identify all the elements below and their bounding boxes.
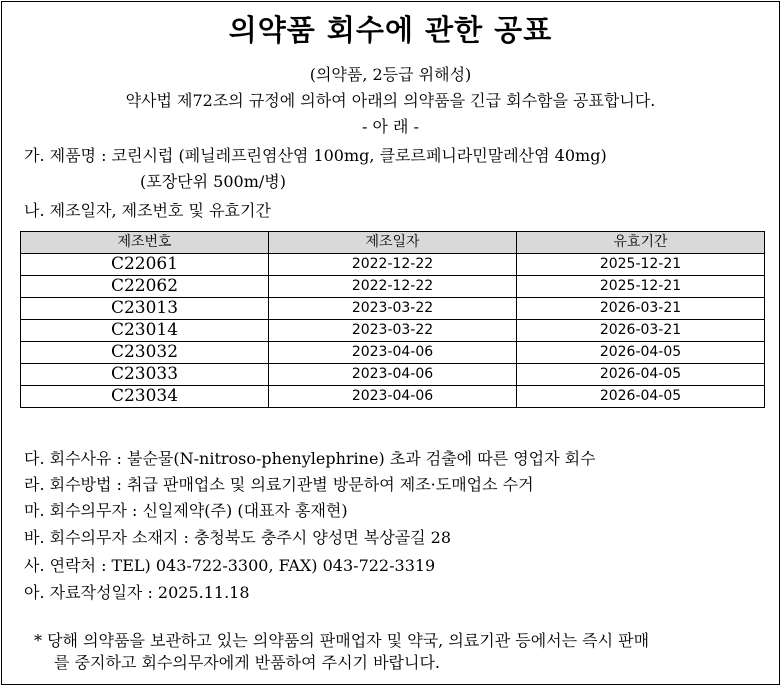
lot-table bbox=[20, 231, 765, 408]
obligor-address-line: 바. 회수의무자 소재지 : 충청북도 충주시 양성면 복상골길 28 bbox=[24, 528, 452, 547]
return-notice bbox=[34, 630, 772, 674]
manufacture-date-cell: 2023-03-22 bbox=[269, 320, 517, 342]
section-marker: - 아 래 - bbox=[362, 117, 419, 136]
table-row bbox=[21, 254, 765, 276]
manufacture-date-cell: 2023-04-06 bbox=[269, 386, 517, 408]
table-row bbox=[21, 320, 765, 342]
recall-method-line: 라. 회수방법 : 취급 판매업소 및 의료기관별 방문하여 제조·도매업소 수거 bbox=[24, 475, 534, 494]
contact-line: 사. 연락처 : TEL) 043-722-3300, FAX) 043-722-3319 bbox=[24, 556, 436, 575]
lot-number-cell: C23014 bbox=[21, 320, 269, 342]
manufacture-date-cell: 2023-04-06 bbox=[269, 364, 517, 386]
expiry-date-cell: 2025-12-21 bbox=[517, 276, 765, 298]
recall-notice-document bbox=[1, 1, 780, 685]
notice-line-1: * 당해 의약품을 보관하고 있는 의약품의 판매업자 및 약국, 의료기관 등에서는 즉시 판매 bbox=[34, 631, 650, 650]
document-date-line: 아. 자료작성일자 : 2025.11.18 bbox=[24, 583, 250, 602]
table-row bbox=[21, 298, 765, 320]
lot-number-cell: C23034 bbox=[21, 386, 269, 408]
package-unit-line: (포장단위 500m/병) bbox=[140, 172, 286, 191]
risk-grade-subtitle: (의약품, 2등급 위해성) bbox=[309, 65, 472, 84]
manufacture-date-cell: 2022-12-22 bbox=[269, 276, 517, 298]
lot-number-cell: C23033 bbox=[21, 364, 269, 386]
lot-table-header-row bbox=[21, 232, 765, 254]
manufacture-date-cell: 2022-12-22 bbox=[269, 254, 517, 276]
header-lot-number: 제조번호 bbox=[21, 232, 269, 254]
recall-reason-line: 다. 회수사유 : 불순물(N-nitroso-phenylephrine) 초과 검출에 따른 영업자 회수 bbox=[24, 449, 596, 468]
expiry-date-cell: 2025-12-21 bbox=[517, 254, 765, 276]
expiry-date-cell: 2026-03-21 bbox=[517, 320, 765, 342]
lot-number-cell: C22061 bbox=[21, 254, 269, 276]
expiry-date-cell: 2026-04-05 bbox=[517, 342, 765, 364]
expiry-date-cell: 2026-04-05 bbox=[517, 364, 765, 386]
table-row bbox=[21, 386, 765, 408]
expiry-date-cell: 2026-04-05 bbox=[517, 386, 765, 408]
lot-number-cell: C23013 bbox=[21, 298, 269, 320]
manufacture-date-cell: 2023-03-22 bbox=[269, 298, 517, 320]
table-row bbox=[21, 276, 765, 298]
product-name-line: 가. 제품명 : 코린시럽 (페닐레프린염산염 100mg, 클로르페니라민말레산염 40mg) bbox=[24, 146, 607, 165]
header-manufacture-date: 제조일자 bbox=[269, 232, 517, 254]
expiry-date-cell: 2026-03-21 bbox=[517, 298, 765, 320]
document-title: 의약품 회수에 관한 공표 bbox=[228, 13, 553, 47]
lot-number-cell: C22062 bbox=[21, 276, 269, 298]
recall-obligor-line: 마. 회수의무자 : 신일제약(주) (대표자 홍재현) bbox=[24, 501, 348, 520]
table-row bbox=[21, 364, 765, 386]
header-expiry-date: 유효기간 bbox=[517, 232, 765, 254]
lot-number-cell: C23032 bbox=[21, 342, 269, 364]
table-row bbox=[21, 342, 765, 364]
lot-info-heading: 나. 제조일자, 제조번호 및 유효기간 bbox=[24, 201, 271, 220]
notice-line-2: 를 중지하고 회수의무자에게 반품하여 주시기 바랍니다. bbox=[54, 653, 441, 672]
intro-statement: 약사법 제72조의 규정에 의하여 아래의 의약품을 긴급 회수함을 공표합니다. bbox=[125, 91, 656, 110]
manufacture-date-cell: 2023-04-06 bbox=[269, 342, 517, 364]
